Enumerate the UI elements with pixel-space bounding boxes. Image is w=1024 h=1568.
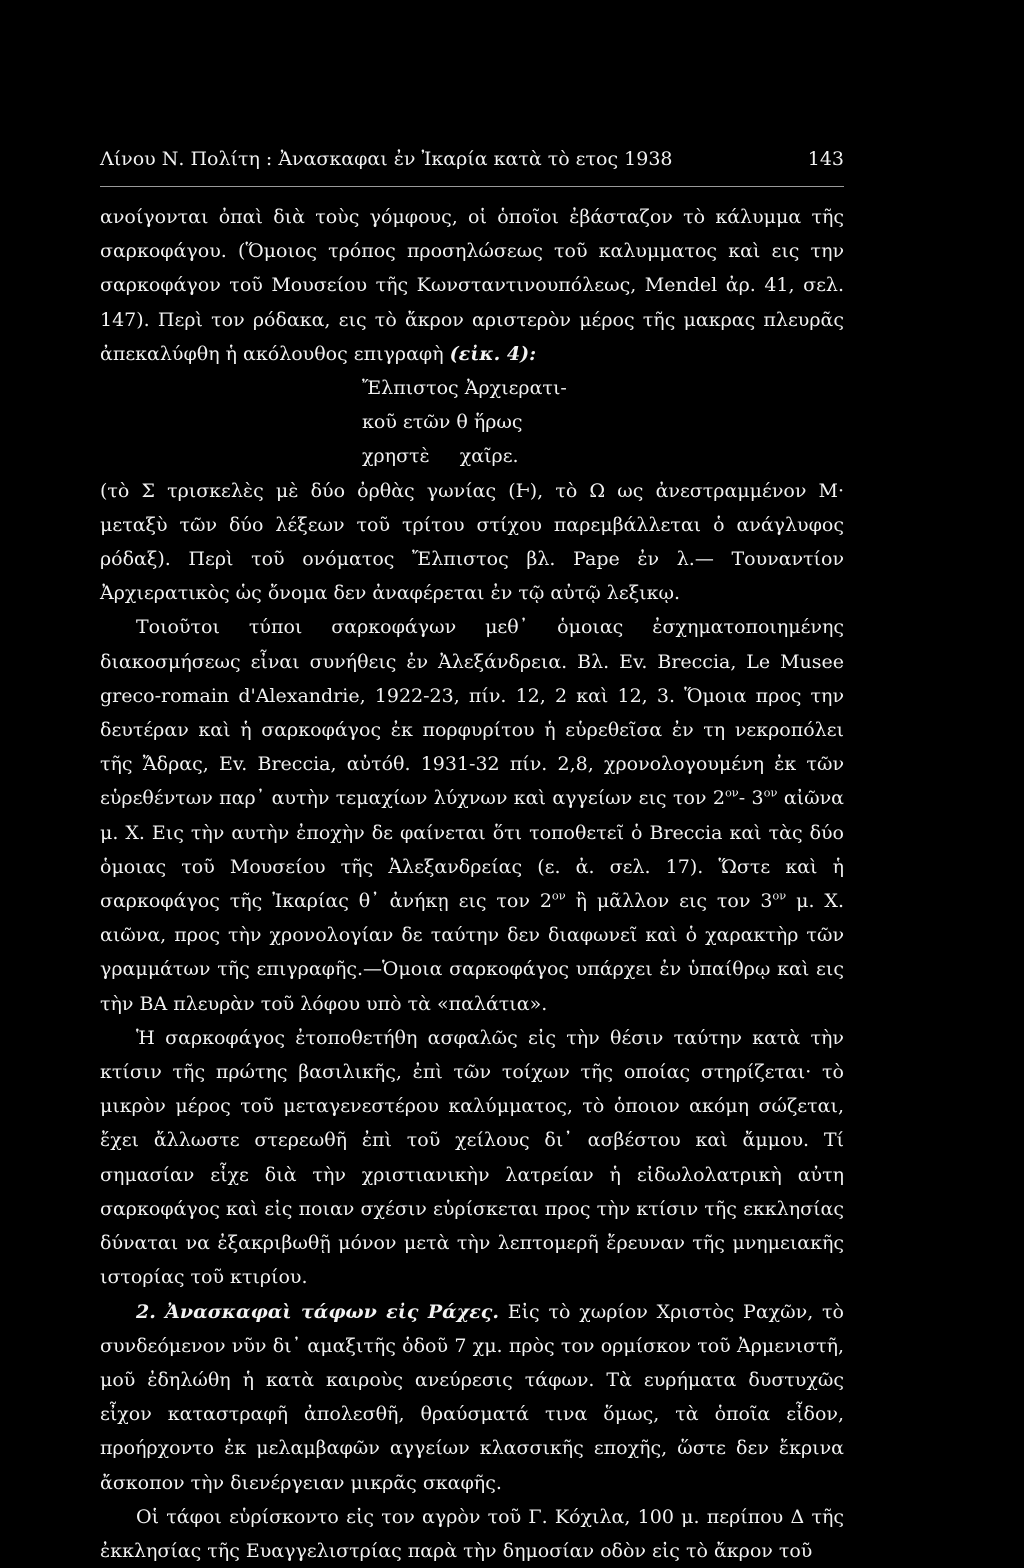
header-rule <box>100 186 844 187</box>
paragraph: 2. Ἀνασκαφαὶ τάφων εἰς Ράχες. Εἰς τὸ χωρίον Χριστὸς Ραχῶν, τὸ συνδεόμενον νῦν δι᾽ αμαξιτῆς ὁδοῦ 7 χμ. πρὸς τον ορμίσκον τοῦ Ἀρμενιστῆ, μοῦ ἐδηλώθη ἡ κατὰ καιροὺς ανεύρεσις τάφων. Τὰ ευρήματα δυστυχῶς εἶχον καταστραφῆ ἀπολεσθῆ, θραύσματά τινα ὅμως, τὰ ὁποῖα εἶδον, προήρχοντο ἐκ μελαμβαφῶν αγγείων κλασσικῆς εποχῆς, ὥστε δεν ἔκρινα ἄσκοπον τὴν διενέργειαν μικρᾶς σκαφῆς. <box>100 1300 844 1494</box>
paragraph: ανοίγονται ὀπαὶ διὰ τοὺς γόμφους, οἱ ὁποῖοι ἐβάσταζον τὸ κάλυμμα τῆς σαρκοφάγου. (Ὅμοιος τρόπος προσηλώσεως τοῦ καλυμματος καὶ εις την σαρκοφάγον τοῦ Μουσείου τῆς Κωνσταντινουπόλεως, Mendel ἀρ. 41, σελ. 147). Περὶ τον ρόδακα, εις τὸ ἄκρον αριστερὸν μέρος τῆς μακρας πλευρᾶς ἀπεκαλύφθη ἡ ακόλουθος επιγραφὴ (εἰκ. 4): <box>100 206 844 365</box>
inscription-line: χρηστὲ χαῖρε. <box>362 445 519 468</box>
paragraph: Τοιοῦτοι τύποι σαρκοφάγων μεθ᾽ ὁμοιας ἐσχηματοποιημένης διακοσμήσεως εἶναι συνήθεις ἐν Ἀλεξάνδρεια. Βλ. Ev. Breccia, Le Musee greco-romain d'Alexandrie, 1922-23, πίν. 12, 2 καὶ 12, 3. Ὅμοια προς την δευτέραν καὶ ἡ σαρκοφάγος ἐκ πορφυρίτου ἡ εὑρεθεῖσα ἐν τη νεκροπόλει τῆς Ἄδρας, Ev. Breccia, αὐτόθ. 1931-32 πίν. 2,8, χρονολογουμένη ἐκ τῶν εὑρεθέντων παρ᾽ αυτὴν τεμαχίων λύχνων καὶ αγγείων εις τον $2^{o\nu}-$ $3^{o\nu}$ αἰῶνα μ. Χ. Εις τὴν αυτὴν ἐποχὴν δε φαίνεται ὅτι τοποθετεῖ ὁ Breccia καὶ τὰς δύο ὁμοιας τοῦ Μουσείου τῆς Ἀλεξανδρείας (ε. ἀ. σελ. 17). Ὥστε καὶ ἡ σαρκοφάγος τῆς Ἰκαρίας θ᾽ ἀνήκῃ εις τον $2^{o\nu}$ ἢ μᾶλλον εις τον $3^{o\nu}$ μ. Χ. αιῶνα, προς τὴν χρονολογίαν δε ταύτην δεν διαφωνεῖ καὶ ὁ χαρακτὴρ τῶν γραμμάτων τῆς επιγραφῆς.—Ὁμοια σαρκοφάγος υπάρχει ἐν ὑπαίθρῳ καὶ εις τὴν ΒΑ πλευρὰν τοῦ λόφου υπὸ τὰ «παλάτια». <box>100 616 844 1015</box>
paragraph: Οἱ τάφοι εὑρίσκοντο εἰς τον αγρὸν τοῦ Γ. Κόχιλα, 100 μ. περίπου Δ τῆς ἐκκλησίας τῆς Ευαγγελιστρίας παρὰ τὴν δημοσίαν οδὸν εἰς τὸ ἄκρον τοῦ <box>100 1505 844 1562</box>
paragraph: (τὸ Σ τρισκελὲς μὲ δύο ὀρθὰς γωνίας (Ͱ), τὸ Ω ως ἀνεστραμμένον Μ· μεταξὺ τῶν δύο λέξεων τοῦ τρίτου στίχου παρεμβάλλεται ὁ ανάγλυφος ρόδαξ). Περὶ τοῦ ονόματος Ἔλπιστος βλ. Pape ἐν λ.— Τουναντίον Ἀρχιερατικὸς ὡς ὄνομα δεν ἀναφέρεται ἐν τῷ αὐτῷ λεξικῳ. <box>100 479 844 605</box>
inscription <box>100 371 844 474</box>
page-number: 143 <box>807 148 844 170</box>
section-heading: 2. Ἀνασκαφαὶ τάφων εἰς Ράχες. <box>136 1300 499 1323</box>
inscription-line: κοῦ ετῶν θ ἥρως <box>362 411 523 434</box>
paragraph: Ἡ σαρκοφάγος ἐτοποθετήθη ασφαλῶς εἰς τὴν θέσιν ταύτην κατὰ τὴν κτίσιν τῆς πρώτης βασιλικῆς, ἐπὶ τῶν τοίχων τῆς οποίας στηρίζεται· τὸ μικρὸν μέρος τοῦ μεταγενεστέρου καλύμματος, τὸ ὁποιον ακόμη σώζεται, ἔχει ἄλλωστε στερεωθῆ ἐπὶ τοῦ χείλους δι᾽ ασβέστου καὶ ἄμμου. Τί σημασίαν εἶχε διὰ τὴν χριστιανικὴν λατρείαν ἡ εἰδωλολατρικὴ αὐτη σαρκοφάγος καὶ εἰς ποιαν σχέσιν εὑρίσκεται προς τὴν κτίσιν τῆς εκκλησίας δύναται να ἐξακριβωθῇ μόνον μετὰ τὴν λεπτομερῆ ἔρευναν τῆς μνημειακῆς ιστορίας τοῦ κτιρίου. <box>100 1026 844 1289</box>
article-body <box>100 200 844 1568</box>
running-header <box>100 148 844 170</box>
running-title: Λίνου Ν. Πολίτη : Ἀνασκαφαι ἐν Ἰκαρία κατὰ τὸ ετος 1938 <box>100 148 673 170</box>
inscription-line: Ἔλπιστος Ἀρχιερατι- <box>362 377 567 400</box>
